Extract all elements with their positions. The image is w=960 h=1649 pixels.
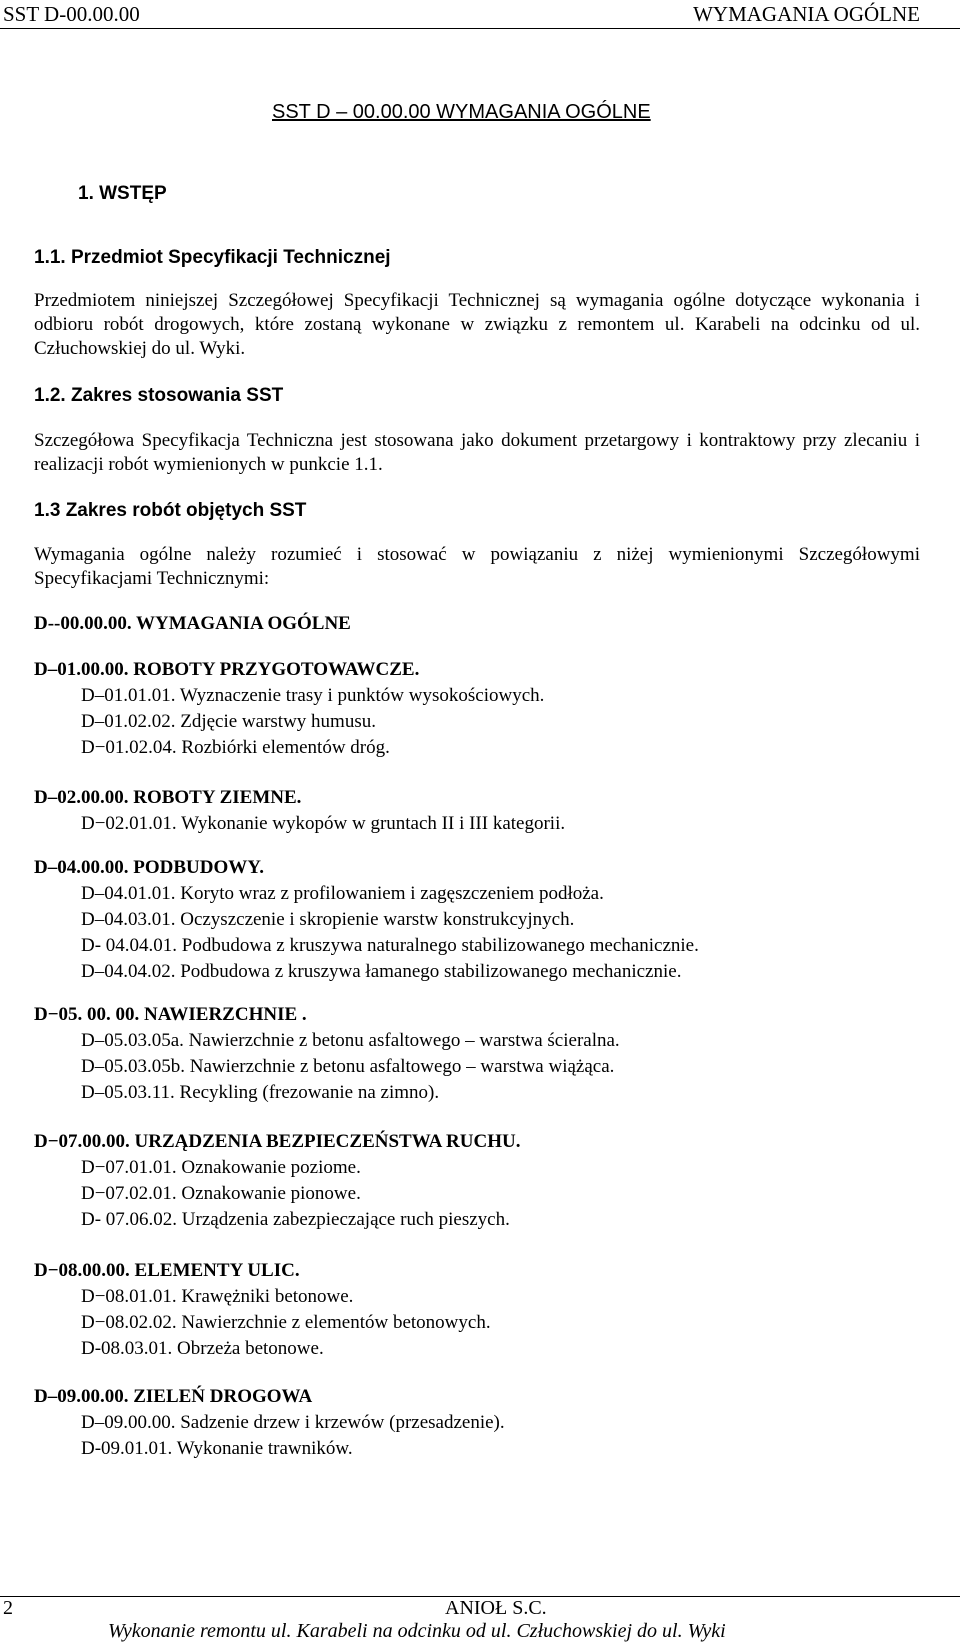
footer-project: Wykonanie remontu ul. Karabeli na odcinku od ul. Człuchowskiej do ul. Wyki [108,1620,726,1642]
header-right: WYMAGANIA OGÓLNE [693,2,920,26]
sst-group [34,855,699,985]
group-item: D−08.01.01. Krawężniki betonowe. [81,1286,354,1307]
sst-group [34,785,565,837]
group-item: D−02.01.01. Wykonanie wykopów w gruntach II i III kategorii. [81,813,566,834]
group-item: D−01.02.04. Rozbiórki elementów dróg. [81,737,390,758]
group-item: D–04.03.01. Oczyszczenie i skropienie warstw konstrukcyjnych. [81,909,575,930]
group-heading: D–02.00.00. ROBOTY ZIEMNE. [34,787,302,808]
sst-group [34,1258,491,1362]
heading-1-2: 1.2. Zakres stosowania SST [34,385,284,406]
footer-company: ANIOŁ S.C. [445,1597,547,1619]
group-heading: D–09.00.00. ZIELEŃ DROGOWA [34,1386,313,1407]
header-left: SST D-00.00.00 [3,2,140,26]
paragraph-1-3: Wymagania ogólne należy rozumieć i stosować w powiązaniu z niżej wymienionymi Szczegółowymi Specyfikacjami Technicznymi: [34,544,920,589]
group-item: D–05.03.05a. Nawierzchnie z betonu asfaltowego – warstwa ścieralna. [81,1030,620,1051]
sst-group [34,1384,505,1462]
group-item: D–09.00.00. Sadzenie drzew i krzewów (przesadzenie). [81,1412,505,1433]
group-heading: D--00.00.00. WYMAGANIA OGÓLNE [34,613,351,634]
group-heading: D–01.00.00. ROBOTY PRZYGOTOWAWCZE. [34,659,420,680]
group-item: D–05.03.11. Recykling (frezowanie na zimno). [81,1082,440,1103]
group-heading: D–04.00.00. PODBUDOWY. [34,857,264,878]
heading-1: 1. WSTĘP [78,183,167,204]
group-item: D-08.03.01. Obrzeża betonowe. [81,1338,324,1359]
page-number: 2 [3,1597,13,1619]
group-item: D−07.01.01. Oznakowanie poziome. [81,1157,361,1178]
paragraph-1-1: Przedmiotem niniejszej Szczegółowej Specyfikacji Technicznej są wymagania ogólne dotyczące wykonania i odbioru robót drogowych, które zostaną wykonane w związku z remontem ul. Karabeli na odcinku od ul. Człuchowskiej do ul. Wyki. [34,290,920,359]
group-item: D–01.02.02. Zdjęcie warstwy humusu. [81,711,376,732]
group-item: D−08.02.02. Nawierzchnie z elementów betonowych. [81,1312,491,1333]
group-item: D–04.01.01. Koryto wraz z profilowaniem i zagęszczeniem podłoża. [81,883,604,904]
group-item: D- 04.04.01. Podbudowa z kruszywa naturalnego stabilizowanego mechanicznie. [81,935,699,956]
group-item: D- 07.06.02. Urządzenia zabezpieczające ruch pieszych. [81,1209,510,1230]
heading-1-3: 1.3 Zakres robót objętych SST [34,500,307,521]
group-item: D−07.02.01. Oznakowanie pionowe. [81,1183,361,1204]
group-item: D-09.01.01. Wykonanie trawników. [81,1438,353,1459]
group-item: D–04.04.02. Podbudowa z kruszywa łamanego stabilizowanego mechanicznie. [81,961,682,982]
sst-group [34,1002,620,1106]
doc-title: SST D – 00.00.00 WYMAGANIA OGÓLNE [272,101,651,123]
group-heading: D−07.00.00. URZĄDZENIA BEZPIECZEŃSTWA RUCHU. [34,1131,521,1152]
sst-group [34,611,351,637]
sst-group [34,1129,520,1233]
group-heading: D−08.00.00. ELEMENTY ULIC. [34,1260,300,1281]
heading-1-1: 1.1. Przedmiot Specyfikacji Technicznej [34,247,391,268]
header-divider [0,28,960,29]
group-item: D–01.01.01. Wyznaczenie trasy i punktów wysokościowych. [81,685,545,706]
group-heading: D−05. 00. 00. NAWIERZCHNIE . [34,1004,307,1025]
paragraph-1-2: Szczegółowa Specyfikacja Techniczna jest stosowana jako dokument przetargowy i kontraktowy przy zlecaniu i realizacji robót wymienionych w punkcie 1.1. [34,430,920,475]
sst-group [34,657,544,761]
group-item: D–05.03.05b. Nawierzchnie z betonu asfaltowego – warstwa wiążąca. [81,1056,615,1077]
